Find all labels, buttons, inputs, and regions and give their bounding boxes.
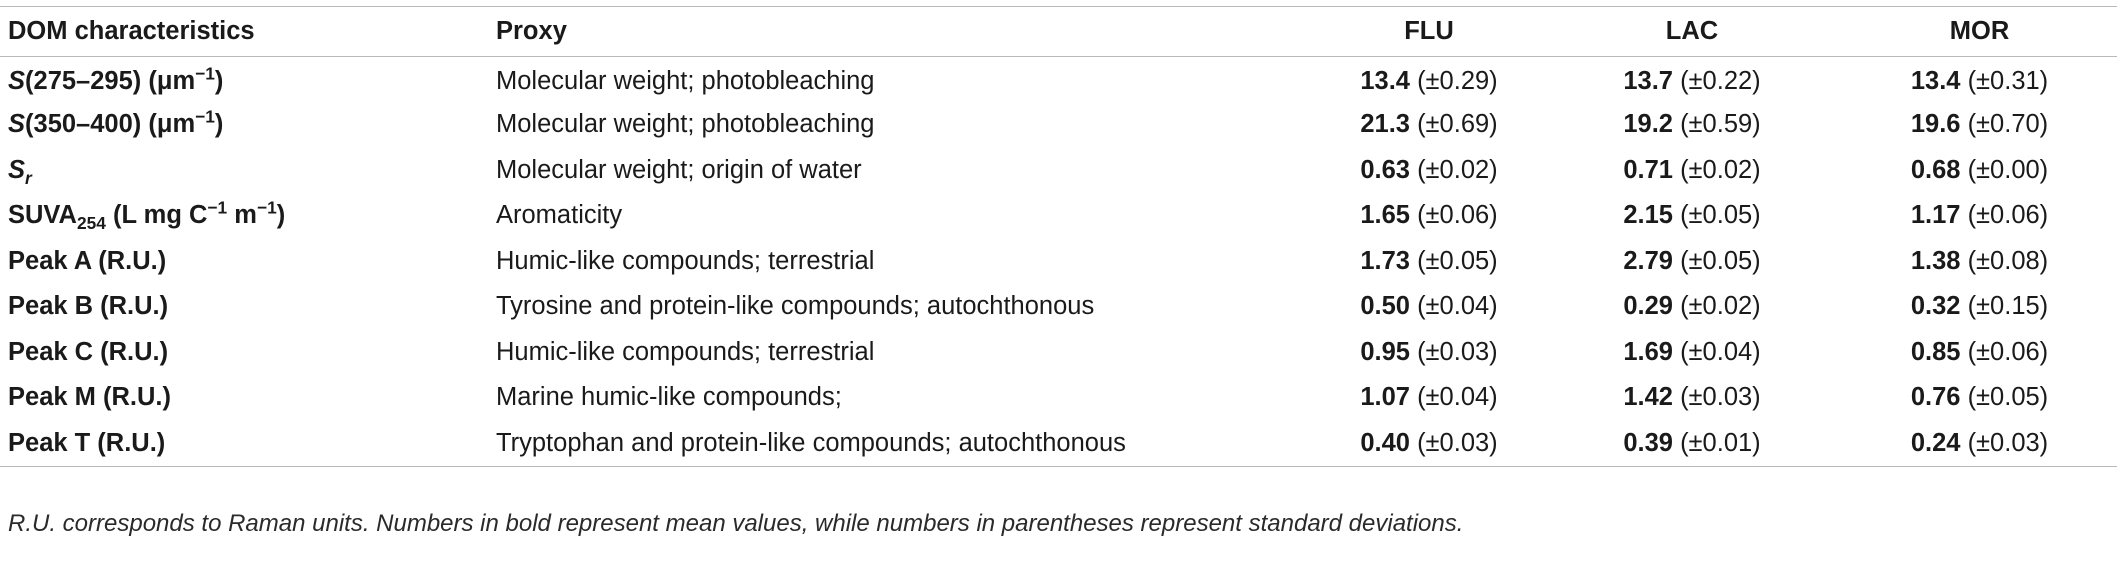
row-lac-value: 0.29 (±0.02): [1623, 292, 1761, 321]
header-row: [0, 7, 2117, 57]
row-flu-value: 0.63 (±0.02): [1360, 155, 1498, 184]
row-proxy: Tyrosine and protein-like compounds; autochthonous: [496, 292, 1095, 321]
row-flu-value: 1.65 (±0.06): [1360, 201, 1498, 230]
header-mor: MOR: [1842, 7, 2117, 57]
row-proxy: Aromaticity: [496, 201, 623, 230]
row-flu-value: 21.3 (±0.69): [1360, 110, 1498, 139]
row-mor-value: 19.6 (±0.70): [1910, 110, 2049, 139]
row-proxy: Humic-like compounds; terrestrial: [496, 246, 875, 275]
row-characteristic: S(350–400) $(\mu m^{-1})$: [8, 106, 224, 139]
row-lac-value: 19.2 (±0.59): [1623, 110, 1761, 139]
row-proxy: Molecular weight; photobleaching: [496, 67, 875, 95]
table-row: [0, 148, 2117, 194]
header-flu: FLU: [1316, 7, 1542, 57]
table-row: [0, 421, 2117, 467]
row-characteristic: Peak M (R.U.): [8, 383, 171, 412]
row-flu-value: 0.95 (±0.03): [1360, 337, 1498, 366]
row-mor-value: 13.4 (±0.31): [1910, 67, 2049, 95]
row-flu-value: 0.50 (±0.04): [1360, 292, 1498, 321]
row-lac-value: 2.15 (±0.05): [1623, 201, 1761, 230]
row-characteristic: Peak B (R.U.): [8, 292, 169, 321]
row-lac-value: 0.71 (±0.02): [1623, 155, 1761, 184]
table-row: [0, 239, 2117, 285]
row-proxy: Tryptophan and protein-like compounds; autochthonous: [488, 421, 1316, 467]
table-row: [0, 193, 2117, 239]
row-characteristic: Peak C (R.U.): [8, 337, 169, 366]
row-mor-value: 0.32 (±0.15): [1910, 292, 2049, 321]
header-lac: LAC: [1542, 7, 1842, 57]
row-flu-value: 13.4 (±0.29): [1360, 67, 1498, 95]
row-lac-value: 0.39 (±0.01): [1542, 421, 1842, 467]
table-row: [0, 57, 2117, 103]
table-row: [0, 330, 2117, 376]
header-dom-characteristics: DOM characteristics: [0, 7, 488, 57]
row-proxy: Humic-like compounds; terrestrial: [496, 337, 875, 366]
row-characteristic: $S_r$: [8, 155, 32, 188]
row-characteristic: Peak A (R.U.): [8, 246, 167, 275]
header-proxy: Proxy: [488, 7, 1316, 57]
table-footnote: R.U. corresponds to Raman units. Numbers in bold represent mean values, while numbers in parentheses represent standard deviations.: [8, 510, 1464, 537]
table-row: [0, 102, 2117, 148]
row-proxy: Marine humic-like compounds;: [496, 383, 842, 412]
row-mor-value: 0.85 (±0.06): [1910, 337, 2049, 366]
row-characteristic: Peak T (R.U.): [0, 421, 488, 467]
row-mor-value: 0.68 (±0.00): [1910, 155, 2049, 184]
table-row: [0, 375, 2117, 421]
row-lac-value: 13.7 (±0.22): [1623, 67, 1761, 95]
table-row: [0, 284, 2117, 330]
row-proxy: Molecular weight; origin of water: [496, 155, 862, 184]
row-mor-value: 0.76 (±0.05): [1910, 383, 2049, 412]
dom-characteristics-table: [0, 6, 2117, 467]
row-flu-value: 0.40 (±0.03): [1316, 421, 1542, 467]
row-lac-value: 2.79 (±0.05): [1623, 246, 1761, 275]
row-proxy: Molecular weight; photobleaching: [496, 110, 875, 139]
row-characteristic: $SUVA_{254}$ (L mg $C^{-1}$ $m^{-1}$): [8, 197, 286, 234]
row-mor-value: 1.17 (±0.06): [1910, 201, 2049, 230]
row-lac-value: 1.69 (±0.04): [1623, 337, 1761, 366]
row-flu-value: 1.07 (±0.04): [1360, 383, 1498, 412]
row-flu-value: 1.73 (±0.05): [1360, 246, 1498, 275]
row-mor-value: 1.38 (±0.08): [1910, 246, 2049, 275]
row-mor-value: 0.24 (±0.03): [1842, 421, 2117, 467]
row-characteristic: S(275–295) $(\mu m^{-1})$: [8, 63, 224, 95]
row-lac-value: 1.42 (±0.03): [1623, 383, 1761, 412]
